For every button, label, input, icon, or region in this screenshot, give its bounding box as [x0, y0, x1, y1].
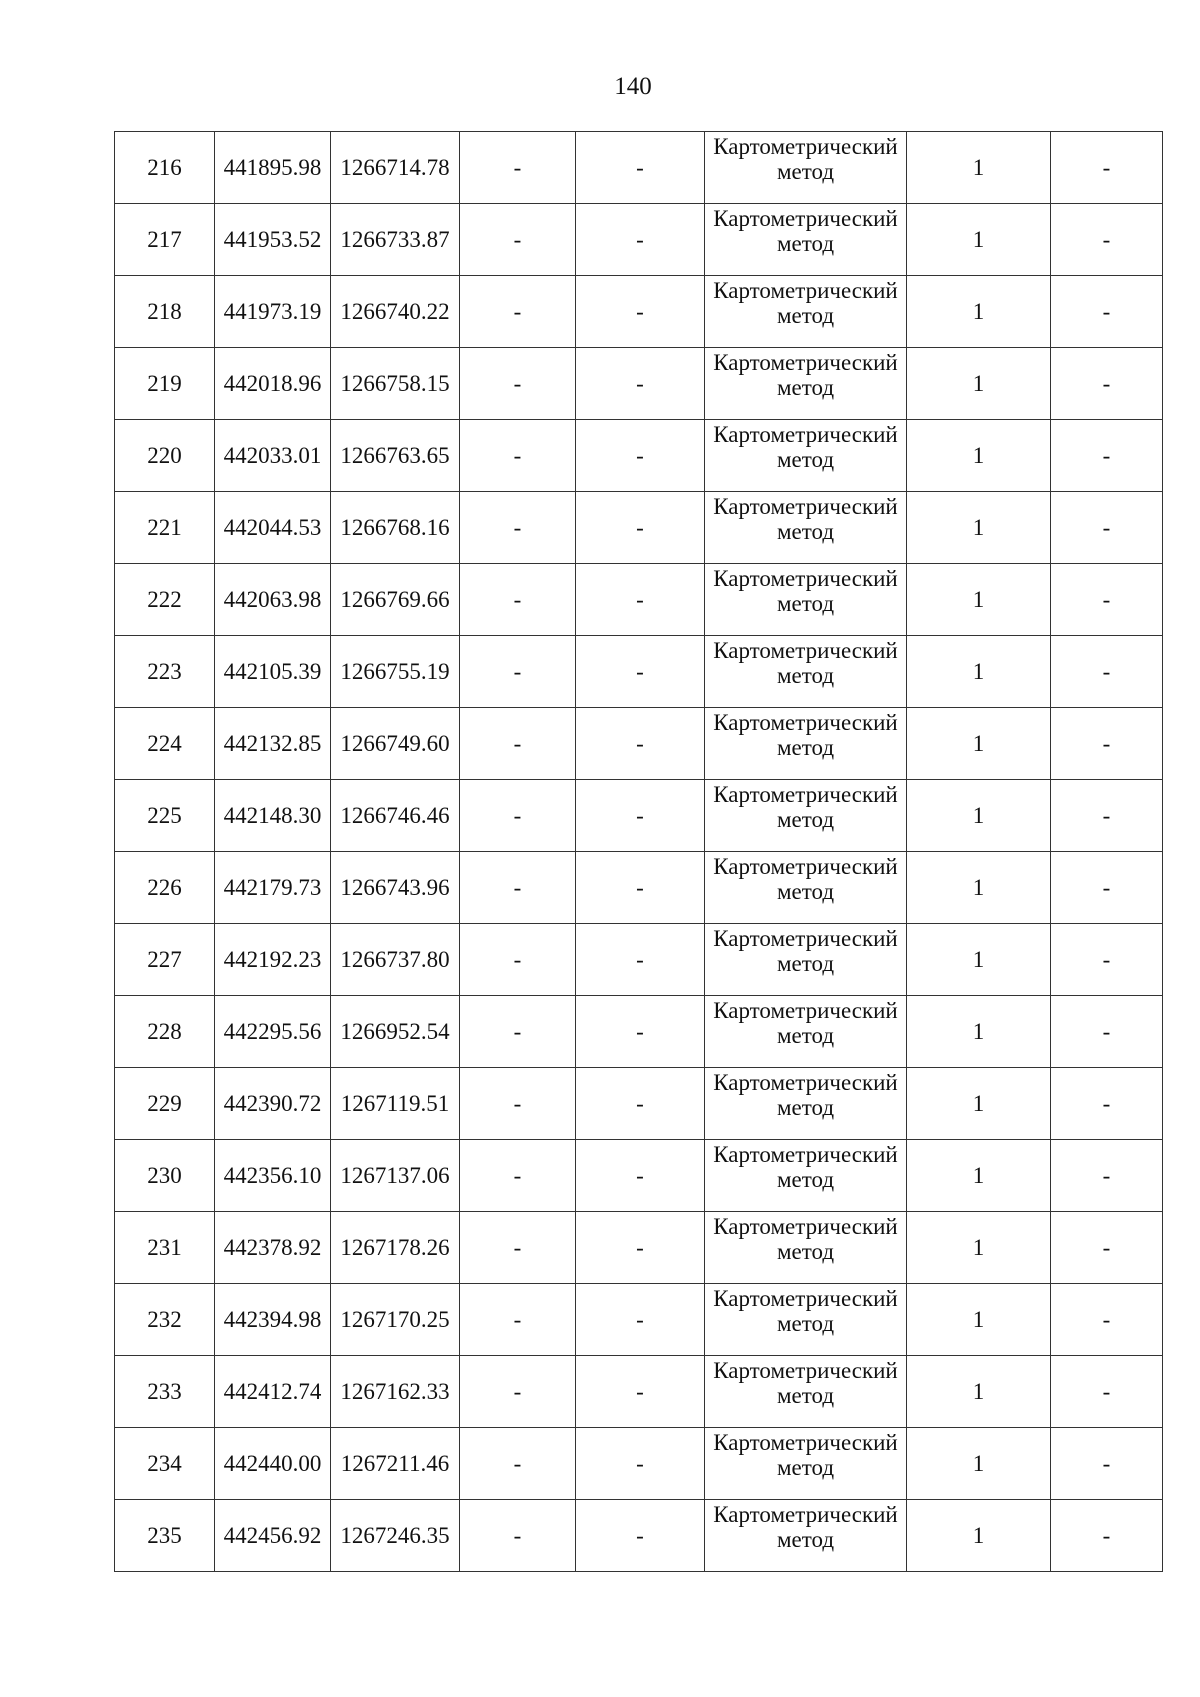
method-cell [705, 780, 907, 852]
x-coordinate-cell: 442105.39 [215, 636, 331, 708]
table-row [115, 1140, 1163, 1212]
column-5-cell: - [576, 636, 705, 708]
column-7-cell: 1 [907, 852, 1051, 924]
x-coordinate-cell: 441895.98 [215, 132, 331, 204]
method-line-1: Картометрический [713, 926, 898, 951]
method-line-1: Картометрический [713, 1430, 898, 1455]
table-row [115, 636, 1163, 708]
x-coordinate-cell: 442440.00 [215, 1428, 331, 1500]
method-line-1: Картометрический [713, 350, 898, 375]
method-cell [705, 492, 907, 564]
table-row [115, 708, 1163, 780]
table-row [115, 1284, 1163, 1356]
table-row [115, 276, 1163, 348]
method-cell [705, 636, 907, 708]
method-line-2: метод [776, 375, 835, 400]
point-number-cell: 223 [115, 636, 215, 708]
point-number-cell: 219 [115, 348, 215, 420]
column-7-cell: 1 [907, 420, 1051, 492]
point-number-cell: 231 [115, 1212, 215, 1284]
x-coordinate-cell: 441953.52 [215, 204, 331, 276]
column-7-cell: 1 [907, 1284, 1051, 1356]
point-number-cell: 222 [115, 564, 215, 636]
x-coordinate-cell: 442356.10 [215, 1140, 331, 1212]
method-line-2: метод [776, 1023, 835, 1048]
table-row [115, 492, 1163, 564]
point-number-cell: 227 [115, 924, 215, 996]
column-7-cell: 1 [907, 492, 1051, 564]
x-coordinate-cell: 442192.23 [215, 924, 331, 996]
page-number: 140 [614, 73, 652, 100]
column-5-cell: - [576, 492, 705, 564]
point-number-cell: 226 [115, 852, 215, 924]
column-7-cell: 1 [907, 708, 1051, 780]
method-line-2: метод [776, 231, 835, 256]
column-7-cell: 1 [907, 780, 1051, 852]
method-line-2: метод [776, 663, 835, 688]
x-coordinate-cell: 442044.53 [215, 492, 331, 564]
table-row [115, 420, 1163, 492]
method-line-1: Картометрический [713, 638, 898, 663]
method-line-1: Картометрический [713, 1214, 898, 1239]
table-row [115, 780, 1163, 852]
column-5-cell: - [576, 924, 705, 996]
column-8-cell: - [1051, 924, 1163, 996]
column-8-cell: - [1051, 996, 1163, 1068]
column-7-cell: 1 [907, 1500, 1051, 1572]
y-coordinate-cell: 1266763.65 [331, 420, 460, 492]
method-line-2: метод [776, 1095, 835, 1120]
point-number-cell: 216 [115, 132, 215, 204]
method-line-2: метод [776, 1311, 835, 1336]
column-8-cell: - [1051, 276, 1163, 348]
y-coordinate-cell: 1267170.25 [331, 1284, 460, 1356]
x-coordinate-cell: 442179.73 [215, 852, 331, 924]
column-7-cell: 1 [907, 564, 1051, 636]
column-7-cell: 1 [907, 996, 1051, 1068]
x-coordinate-cell: 442148.30 [215, 780, 331, 852]
column-5-cell: - [576, 420, 705, 492]
table-row [115, 204, 1163, 276]
column-8-cell: - [1051, 204, 1163, 276]
y-coordinate-cell: 1266952.54 [331, 996, 460, 1068]
column-4-cell: - [460, 1356, 576, 1428]
x-coordinate-cell: 442295.56 [215, 996, 331, 1068]
method-line-1: Картометрический [713, 1286, 898, 1311]
y-coordinate-cell: 1266749.60 [331, 708, 460, 780]
column-4-cell: - [460, 1284, 576, 1356]
method-line-1: Картометрический [713, 1070, 898, 1095]
table-row [115, 132, 1163, 204]
column-7-cell: 1 [907, 1428, 1051, 1500]
column-5-cell: - [576, 276, 705, 348]
table-row [115, 348, 1163, 420]
column-5-cell: - [576, 564, 705, 636]
column-8-cell: - [1051, 564, 1163, 636]
column-7-cell: 1 [907, 636, 1051, 708]
point-number-cell: 233 [115, 1356, 215, 1428]
method-line-1: Картометрический [713, 782, 898, 807]
column-8-cell: - [1051, 1212, 1163, 1284]
method-line-2: метод [776, 735, 835, 760]
column-5-cell: - [576, 996, 705, 1068]
method-cell [705, 1356, 907, 1428]
column-8-cell: - [1051, 636, 1163, 708]
x-coordinate-cell: 441973.19 [215, 276, 331, 348]
x-coordinate-cell: 442063.98 [215, 564, 331, 636]
method-cell [705, 996, 907, 1068]
method-line-1: Картометрический [713, 278, 898, 303]
y-coordinate-cell: 1266768.16 [331, 492, 460, 564]
table-row [115, 1356, 1163, 1428]
method-line-2: метод [776, 159, 835, 184]
x-coordinate-cell: 442378.92 [215, 1212, 331, 1284]
point-number-cell: 235 [115, 1500, 215, 1572]
column-8-cell: - [1051, 348, 1163, 420]
point-number-cell: 234 [115, 1428, 215, 1500]
column-8-cell: - [1051, 708, 1163, 780]
y-coordinate-cell: 1266746.46 [331, 780, 460, 852]
y-coordinate-cell: 1267178.26 [331, 1212, 460, 1284]
table-row [115, 924, 1163, 996]
point-number-cell: 224 [115, 708, 215, 780]
y-coordinate-cell: 1267211.46 [331, 1428, 460, 1500]
method-line-1: Картометрический [713, 566, 898, 591]
method-line-2: метод [776, 1455, 835, 1480]
table-row [115, 852, 1163, 924]
column-4-cell: - [460, 1068, 576, 1140]
column-8-cell: - [1051, 1428, 1163, 1500]
point-number-cell: 217 [115, 204, 215, 276]
column-8-cell: - [1051, 780, 1163, 852]
method-line-2: метод [776, 591, 835, 616]
method-line-1: Картометрический [713, 494, 898, 519]
column-4-cell: - [460, 996, 576, 1068]
point-number-cell: 221 [115, 492, 215, 564]
column-7-cell: 1 [907, 1068, 1051, 1140]
x-coordinate-cell: 442132.85 [215, 708, 331, 780]
method-cell [705, 924, 907, 996]
y-coordinate-cell: 1267162.33 [331, 1356, 460, 1428]
point-number-cell: 228 [115, 996, 215, 1068]
x-coordinate-cell: 442033.01 [215, 420, 331, 492]
method-line-1: Картометрический [713, 1502, 898, 1527]
column-4-cell: - [460, 1428, 576, 1500]
column-8-cell: - [1051, 1284, 1163, 1356]
table-row [115, 1068, 1163, 1140]
point-number-cell: 232 [115, 1284, 215, 1356]
column-8-cell: - [1051, 1068, 1163, 1140]
method-cell [705, 852, 907, 924]
y-coordinate-cell: 1266733.87 [331, 204, 460, 276]
method-line-1: Картометрический [713, 422, 898, 447]
column-4-cell: - [460, 852, 576, 924]
method-cell [705, 132, 907, 204]
column-4-cell: - [460, 924, 576, 996]
y-coordinate-cell: 1266755.19 [331, 636, 460, 708]
column-7-cell: 1 [907, 924, 1051, 996]
method-line-1: Картометрический [713, 710, 898, 735]
y-coordinate-cell: 1266740.22 [331, 276, 460, 348]
x-coordinate-cell: 442018.96 [215, 348, 331, 420]
column-5-cell: - [576, 708, 705, 780]
column-5-cell: - [576, 1284, 705, 1356]
x-coordinate-cell: 442412.74 [215, 1356, 331, 1428]
column-4-cell: - [460, 780, 576, 852]
column-4-cell: - [460, 708, 576, 780]
column-4-cell: - [460, 564, 576, 636]
method-cell [705, 276, 907, 348]
column-7-cell: 1 [907, 348, 1051, 420]
column-5-cell: - [576, 348, 705, 420]
method-line-2: метод [776, 1383, 835, 1408]
method-cell [705, 564, 907, 636]
column-5-cell: - [576, 1068, 705, 1140]
column-7-cell: 1 [907, 1140, 1051, 1212]
column-8-cell: - [1051, 1140, 1163, 1212]
method-line-1: Картометрический [713, 206, 898, 231]
column-5-cell: - [576, 1428, 705, 1500]
method-cell [705, 1068, 907, 1140]
point-number-cell: 229 [115, 1068, 215, 1140]
column-5-cell: - [576, 1356, 705, 1428]
method-line-1: Картометрический [713, 998, 898, 1023]
column-7-cell: 1 [907, 132, 1051, 204]
column-7-cell: 1 [907, 204, 1051, 276]
column-4-cell: - [460, 348, 576, 420]
column-4-cell: - [460, 1140, 576, 1212]
column-8-cell: - [1051, 1500, 1163, 1572]
column-4-cell: - [460, 204, 576, 276]
column-8-cell: - [1051, 852, 1163, 924]
method-line-1: Картометрический [713, 134, 898, 159]
x-coordinate-cell: 442394.98 [215, 1284, 331, 1356]
method-cell [705, 204, 907, 276]
method-line-2: метод [776, 1239, 835, 1264]
method-line-2: метод [776, 879, 835, 904]
method-cell [705, 1140, 907, 1212]
column-7-cell: 1 [907, 276, 1051, 348]
column-5-cell: - [576, 780, 705, 852]
table-row [115, 996, 1163, 1068]
column-4-cell: - [460, 276, 576, 348]
column-7-cell: 1 [907, 1356, 1051, 1428]
point-number-cell: 225 [115, 780, 215, 852]
method-line-2: метод [776, 1167, 835, 1192]
y-coordinate-cell: 1266743.96 [331, 852, 460, 924]
method-line-2: метод [776, 951, 835, 976]
method-cell [705, 348, 907, 420]
column-5-cell: - [576, 204, 705, 276]
method-line-1: Картометрический [713, 1142, 898, 1167]
method-cell [705, 1212, 907, 1284]
y-coordinate-cell: 1266769.66 [331, 564, 460, 636]
column-5-cell: - [576, 1500, 705, 1572]
y-coordinate-cell: 1267137.06 [331, 1140, 460, 1212]
column-8-cell: - [1051, 132, 1163, 204]
coordinates-table [114, 131, 1163, 1572]
y-coordinate-cell: 1266737.80 [331, 924, 460, 996]
column-4-cell: - [460, 132, 576, 204]
column-5-cell: - [576, 132, 705, 204]
method-cell [705, 1428, 907, 1500]
point-number-cell: 220 [115, 420, 215, 492]
method-line-1: Картометрический [713, 854, 898, 879]
column-4-cell: - [460, 492, 576, 564]
column-4-cell: - [460, 636, 576, 708]
method-line-2: метод [776, 1527, 835, 1552]
column-8-cell: - [1051, 492, 1163, 564]
column-7-cell: 1 [907, 1212, 1051, 1284]
y-coordinate-cell: 1266714.78 [331, 132, 460, 204]
column-5-cell: - [576, 852, 705, 924]
table-body [115, 132, 1163, 1572]
column-5-cell: - [576, 1212, 705, 1284]
column-4-cell: - [460, 1500, 576, 1572]
method-line-2: метод [776, 807, 835, 832]
table-row [115, 1500, 1163, 1572]
method-line-2: метод [776, 519, 835, 544]
method-line-2: метод [776, 303, 835, 328]
table-row [115, 564, 1163, 636]
y-coordinate-cell: 1267119.51 [331, 1068, 460, 1140]
method-cell [705, 420, 907, 492]
x-coordinate-cell: 442456.92 [215, 1500, 331, 1572]
column-4-cell: - [460, 420, 576, 492]
column-4-cell: - [460, 1212, 576, 1284]
column-5-cell: - [576, 1140, 705, 1212]
x-coordinate-cell: 442390.72 [215, 1068, 331, 1140]
column-8-cell: - [1051, 420, 1163, 492]
y-coordinate-cell: 1266758.15 [331, 348, 460, 420]
column-8-cell: - [1051, 1356, 1163, 1428]
method-line-2: метод [776, 447, 835, 472]
point-number-cell: 218 [115, 276, 215, 348]
method-cell [705, 1284, 907, 1356]
table-row [115, 1212, 1163, 1284]
point-number-cell: 230 [115, 1140, 215, 1212]
method-cell [705, 708, 907, 780]
table-row [115, 1428, 1163, 1500]
method-cell [705, 1500, 907, 1572]
method-line-1: Картометрический [713, 1358, 898, 1383]
y-coordinate-cell: 1267246.35 [331, 1500, 460, 1572]
